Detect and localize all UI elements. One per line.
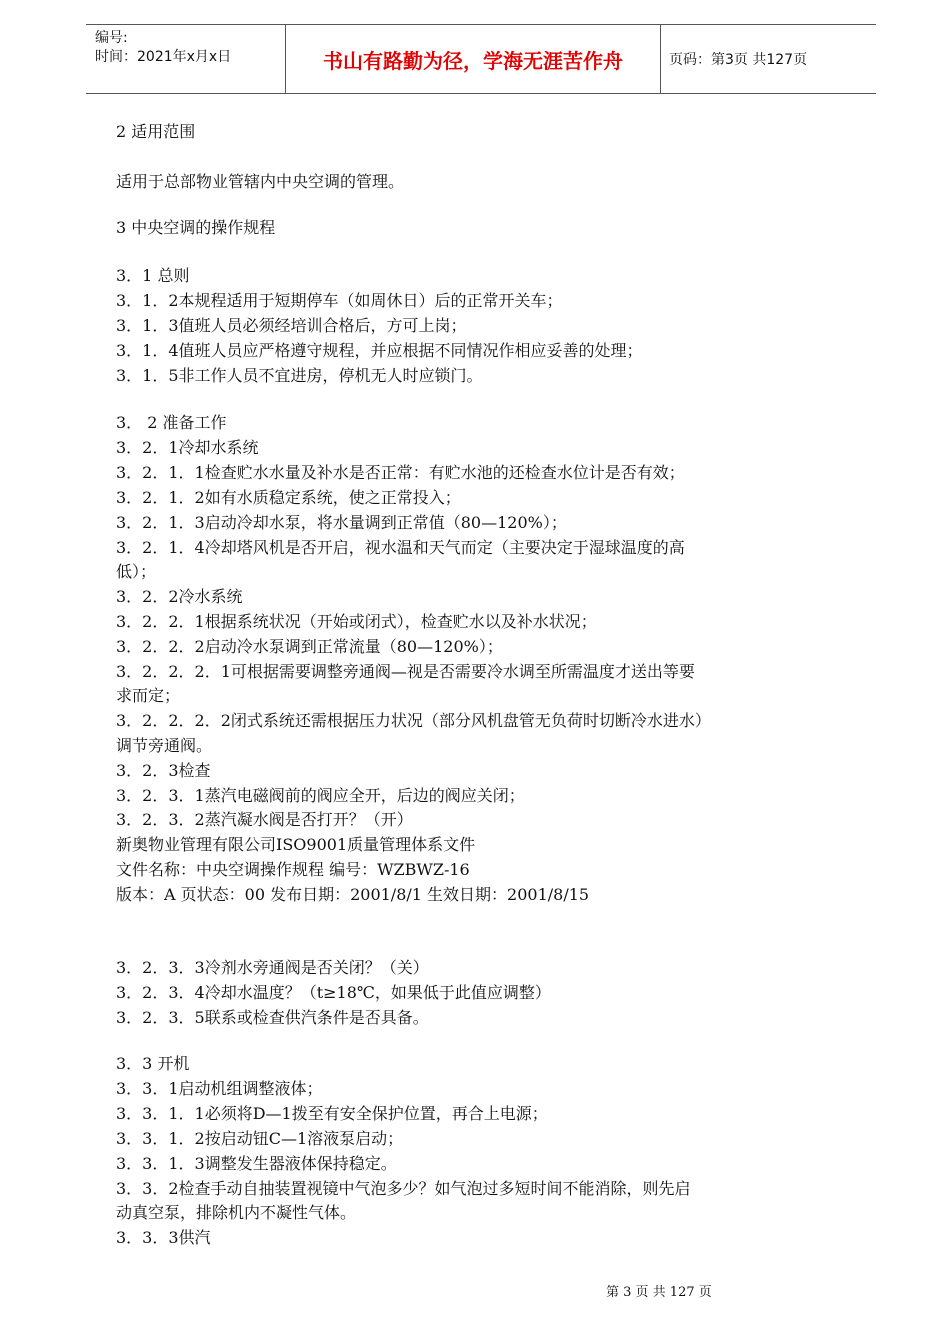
clause-line-continuation: 低）； <box>116 562 157 581</box>
clause-line: 3．2．1冷却水系统 <box>116 438 259 457</box>
clause-line: 3．3．1．2按启动钮C—1溶液泵启动； <box>116 1129 404 1148</box>
clause-line: 3．2．2．2启动冷水泵调到正常流量（80—120%）； <box>116 637 503 656</box>
clause-line-continuation: 调节旁通阀。 <box>116 736 213 755</box>
clause-line: 3．2．3．5联系或检查供汽条件是否具备。 <box>116 1008 429 1027</box>
section-heading: 2 适用范围 <box>116 122 196 141</box>
document-info-line: 文件名称：中央空调操作规程 编号：WZBWZ-16 <box>116 860 470 879</box>
clause-line: 3．2．2．1根据系统状况（开始或闭式），检查贮水以及补水状况； <box>116 612 597 631</box>
clause-line: 3．2．2．2．2闭式系统还需根据压力状况（部分风机盘管无负荷时切断冷水进水） <box>116 711 711 730</box>
clause-line: 3．3．1启动机组调整液体； <box>116 1079 323 1098</box>
subsection-heading: 3．3 开机 <box>116 1054 190 1073</box>
clause-line: 3．2．3．1蒸汽电磁阀前的阀应全开，后边的阀应关闭； <box>116 786 525 805</box>
header-meta <box>95 29 285 67</box>
clause-line: 3．1．2本规程适用于短期停车（如周休日）后的正常开关车； <box>116 291 563 310</box>
paragraph: 适用于总部物业管辖内中央空调的管理。 <box>116 172 405 191</box>
subsection-heading: 3．1 总则 <box>116 266 190 285</box>
clause-line: 3．1．4值班人员应严格遵守规程，并应根据不同情况作相应妥善的处理； <box>116 341 643 360</box>
header-page-info: 页码：第3页 共127页 <box>669 52 808 68</box>
clause-line: 3．1．3值班人员必须经培训合格后，方可上岗； <box>116 316 467 335</box>
clause-line-continuation: 动真空泵，排除机内不凝性气体。 <box>116 1203 357 1222</box>
clause-line: 3．3．2检查手动自抽装置视镜中气泡多少？如气泡过多短时间不能消除，则先启 <box>116 1179 691 1198</box>
time-label: 时间：2021年x月x日 <box>95 49 232 65</box>
page-footer: 第 3 页 共 127 页 <box>606 1285 712 1300</box>
header-motto: 书山有路勤为径，学海无涯苦作舟 <box>285 25 661 93</box>
section-heading: 3 中央空调的操作规程 <box>116 218 276 237</box>
document-info-line: 新奥物业管理有限公司ISO9001质量管理体系文件 <box>116 835 476 854</box>
clause-line: 3．3．1．3调整发生器液体保持稳定。 <box>116 1154 397 1173</box>
clause-line: 3．2．3检查 <box>116 761 211 780</box>
clause-line: 3．2．2．2．1可根据需要调整旁通阀—视是否需要冷水调至所需温度才送出等要 <box>116 662 695 681</box>
number-label: 编号: <box>95 30 128 46</box>
clause-line: 3．2．3．2蒸汽凝水阀是否打开？（开） <box>116 810 413 829</box>
clause-line: 3．2．2冷水系统 <box>116 587 243 606</box>
clause-line: 3．2．1．4冷却塔风机是否开启，视水温和天气而定（主要决定于湿球温度的高 <box>116 538 685 557</box>
clause-line: 3．1．5非工作人员不宜进房，停机无人时应锁门。 <box>116 366 483 385</box>
clause-line: 3．2．1．3启动冷却水泵，将水量调到正常值（80—120%）； <box>116 513 567 532</box>
clause-line: 3．2．1．2如有水质稳定系统，使之正常投入； <box>116 488 461 507</box>
clause-line: 3．2．1．1检查贮水水量及补水是否正常：有贮水池的还检查水位计是否有效； <box>116 463 685 482</box>
clause-line: 3．3．1．1必须将D—1拨至有安全保护位置，再合上电源； <box>116 1104 548 1123</box>
document-header <box>86 24 876 94</box>
clause-line: 3．2．3．3冷剂水旁通阀是否关闭？（关） <box>116 958 429 977</box>
document-info-line: 版本：A 页状态：00 发布日期：2001/8/1 生效日期：2001/8/15 <box>116 885 590 904</box>
clause-line-continuation: 求而定； <box>116 686 181 705</box>
clause-line: 3．2．3．4冷却水温度？（t≥18℃，如果低于此值应调整） <box>116 983 551 1002</box>
clause-line: 3．3．3供汽 <box>116 1228 211 1247</box>
subsection-heading: 3． 2 准备工作 <box>116 413 227 432</box>
